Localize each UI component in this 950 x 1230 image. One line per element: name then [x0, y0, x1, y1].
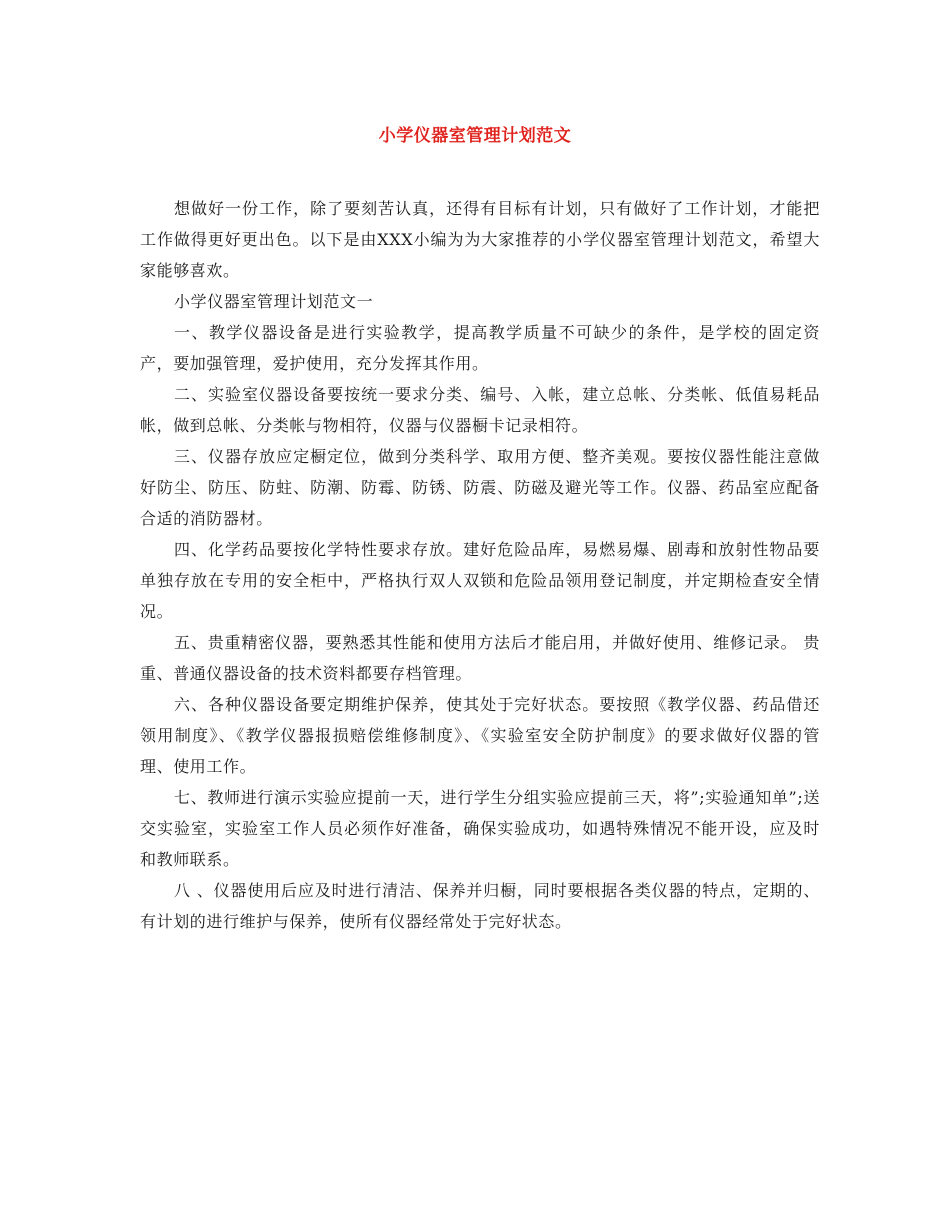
paragraph-item-5: 五、贵重精密仪器，要熟悉其性能和使用方法后才能启用，并做好使用、维修记录。 贵重、普通仪器设备的技术资料都要存档管理。: [140, 633, 820, 683]
document-title: 小学仪器室管理计划范文: [378, 126, 572, 146]
paragraph-item-3: 三、仪器存放应定橱定位，做到分类科学、取用方便、整齐美观。要按仪器性能注意做好防尘、防压、防蛀、防潮、防霉、防锈、防震、防磁及避光等工作。仪器、药品室应配备合适的消防器材。: [140, 447, 820, 528]
paragraph-subtitle: 小学仪器室管理计划范文一: [174, 292, 374, 311]
paragraph-item-4: 四、化学药品要按化学特性要求存放。建好危险品库，易燃易爆、剧毒和放射性物品要单独存放在专用的安全柜中，严格执行双人双锁和危险品领用登记制度，并定期检查安全情况。: [140, 540, 820, 621]
paragraph-item-2: 二、实验室仪器设备要按统一要求分类、编号、入帐，建立总帐、分类帐、低值易耗品帐，做到总帐、分类帐与物相符，仪器与仪器橱卡记录相符。: [140, 385, 820, 435]
document-body: [140, 193, 820, 937]
paragraph-item-6: 六、各种仪器设备要定期维护保养，使其处于完好状态。要按照《教学仪器、药品借还领用制度》、《教学仪器报损赔偿维修制度》、《实验室安全防护制度》的要求做好仪器的管理、使用工作。: [140, 695, 820, 776]
paragraph-intro: 想做好一份工作，除了要刻苦认真，还得有目标有计划，只有做好了工作计划，才能把工作做得更好更出色。以下是由XXX小编为为大家推荐的小学仪器室管理计划范文，希望大家能够喜欢。: [140, 199, 820, 280]
paragraph-item-8: 八 、仪器使用后应及时进行清洁、保养并归橱，同时要根据各类仪器的特点，定期的、有计划的进行维护与保养，使所有仪器经常处于完好状态。: [140, 881, 820, 931]
paragraph-item-7: 七、教师进行演示实验应提前一天，进行学生分组实验应提前三天，将”;实验通知单”;送交实验室，实验室工作人员必须作好准备，确保实验成功，如遇特殊情况不能开设，应及时和教师联系。: [140, 788, 820, 869]
paragraph-item-1: 一、教学仪器设备是进行实验教学，提高教学质量不可缺少的条件，是学校的固定资产，要加强管理，爱护使用，充分发挥其作用。: [140, 323, 820, 373]
